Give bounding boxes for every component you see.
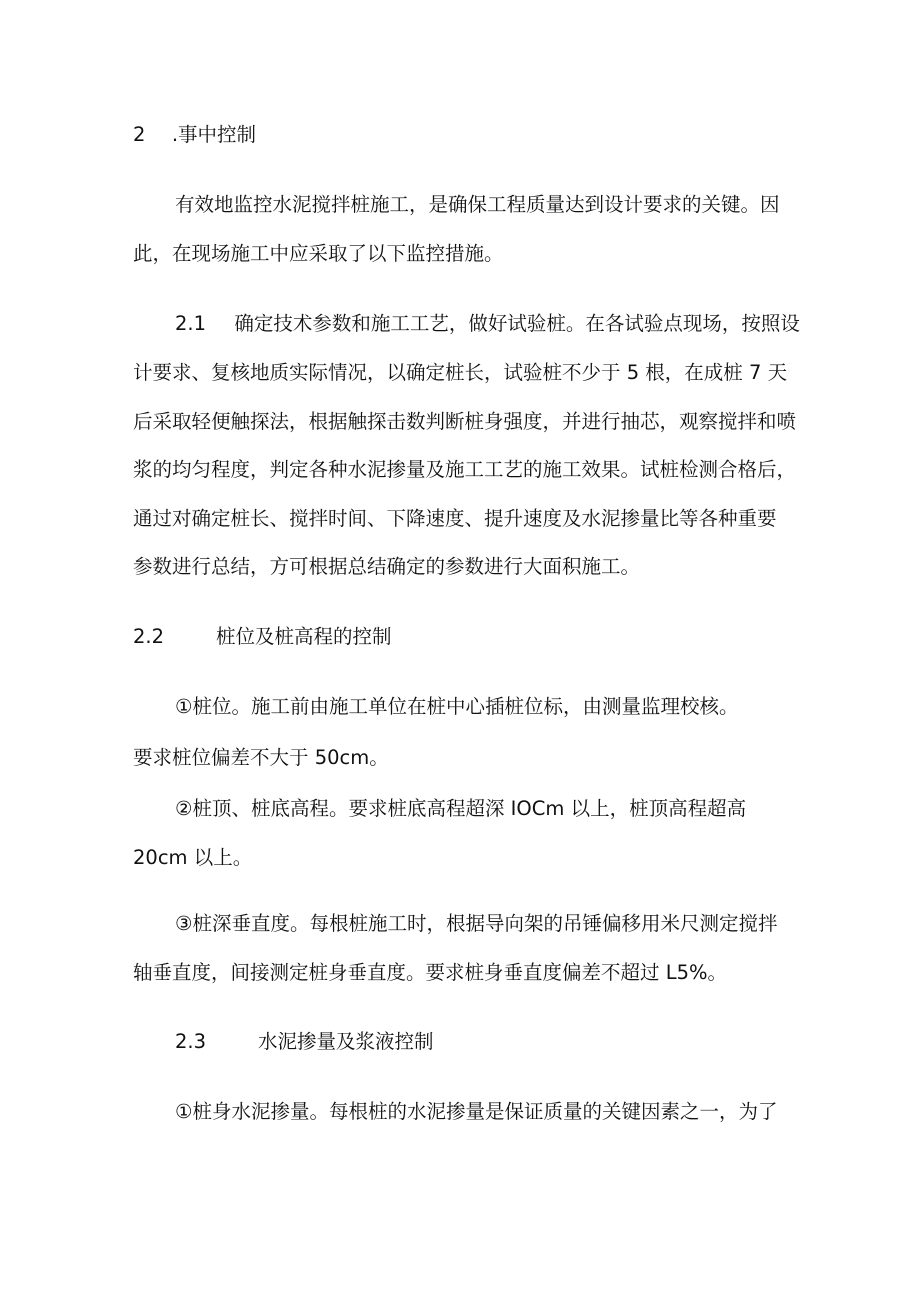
section-title: .事中控制 — [171, 123, 257, 146]
list-item-line: ①桩位。施工前由施工单位在桩中心插桩位标，由测量监理校核。 — [175, 695, 739, 718]
list-item-line: ③桩深垂直度。每根桩施工时，根据导向架的吊锤偏移用米尺测定搅拌 — [175, 912, 778, 935]
subsection-title: 桩位及桩高程的控制 — [216, 625, 392, 648]
paragraph-line: 计要求、复核地质实际情况，以确定桩长，试验桩不少于 5 根，在成桩 7 天 — [133, 361, 788, 384]
list-item-line: 20cm 以上。 — [133, 846, 253, 869]
subsection-number: 2.3 — [175, 1030, 207, 1053]
paragraph-line: 有效地监控水泥搅拌桩施工，是确保工程质量达到设计要求的关键。因 — [175, 193, 780, 216]
list-item-line: 要求桩位偏差不大于 50cm。 — [133, 746, 389, 769]
subsection-title: 水泥掺量及浆液控制 — [258, 1030, 434, 1053]
section-number: 2 — [133, 123, 146, 146]
paragraph-line: 后采取轻便触探法，根据触探击数判断桩身强度，并进行抽芯，观察搅拌和喷 — [133, 410, 797, 433]
subsection-heading-line — [175, 311, 800, 337]
paragraph-line: 参数进行总结，方可根据总结确定的参数进行大面积施工。 — [133, 555, 641, 578]
list-item-line: ①桩身水泥掺量。每根桩的水泥掺量是保证质量的关键因素之一，为了 — [175, 1100, 778, 1123]
subsection-heading — [175, 1029, 206, 1055]
subsection-number: 2.2 — [133, 625, 165, 648]
section-heading — [133, 122, 256, 148]
paragraph-line: 通过对确定桩长、搅拌时间、下降速度、提升速度及水泥掺量比等各种重要 — [133, 507, 777, 530]
subsection-text: 确定技术参数和施工工艺，做好试验桩。在各试验点现场，按照设 — [234, 312, 800, 335]
paragraph-line: 浆的均匀程度，判定各种水泥掺量及施工工艺的施工效果。试桩检测合格后， — [133, 458, 797, 481]
subsection-heading — [133, 624, 164, 650]
paragraph-line: 此，在现场施工中应采取了以下监控措施。 — [133, 242, 504, 265]
subsection-number: 2.1 — [175, 312, 207, 335]
list-item-line: 轴垂直度，间接测定桩身垂直度。要求桩身垂直度偏差不超过 L5%。 — [133, 961, 727, 984]
list-item-line: ②桩顶、桩底高程。要求桩底高程超深 IOCm 以上，桩顶高程超高 — [175, 797, 747, 820]
